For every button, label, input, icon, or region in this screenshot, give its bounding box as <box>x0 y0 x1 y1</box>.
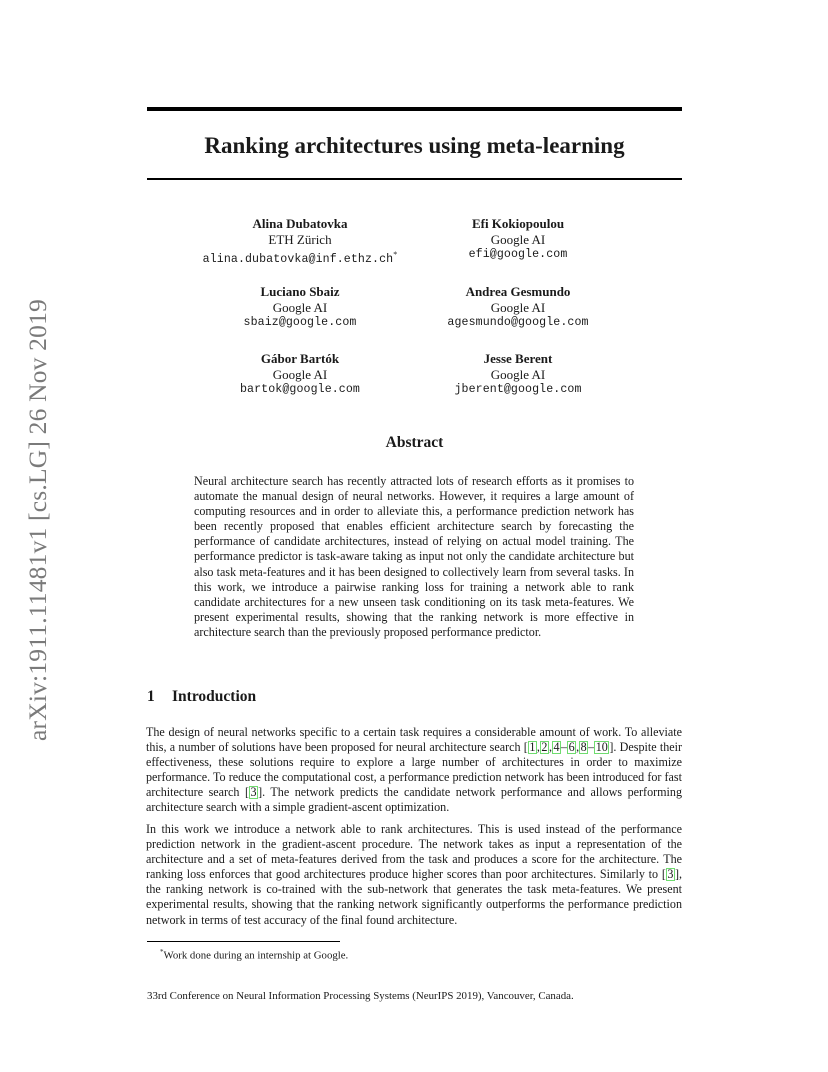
author-name: Efi Kokiopoulou <box>471 216 565 231</box>
footnote-text: Work done during an internship at Google. <box>163 949 349 962</box>
author-email: efi@google.com <box>468 248 568 261</box>
author-affiliation: Google AI <box>272 366 328 382</box>
author-block <box>180 284 420 331</box>
citation-link[interactable]: 10 <box>595 740 608 755</box>
citation-link[interactable]: 6 <box>568 740 575 755</box>
author-email: jberent@google.com <box>454 383 582 396</box>
conference-note: 33rd Conference on Neural Information Processing Systems (NeurIPS 2019), Vancouver, Canada. <box>147 990 574 1002</box>
intro-paragraph-2: In this work we introduce a network able to rank architectures. This is used instead of the performance prediction network in the gradient-ascent procedure. The network takes as input a representation of the architecture and a set of meta-features derived from the task and produces a score for the architecture. The ranking loss enforces that good architectures produce higher scores than poor architectures. Similarly to [ 3 ], the ranking network is co-trained with the sub-network that generates the task meta-features. We present experimental results, showing that the ranking network significantly outperforms the performance prediction network in terms of test accuracy of the final found architecture. <box>146 822 682 927</box>
citation-link[interactable]: 1 <box>529 740 536 755</box>
section-heading <box>147 688 256 706</box>
author-affiliation: ETH Zürich <box>268 231 332 247</box>
author-affiliation: Google AI <box>490 231 546 247</box>
author-email: bartok@google.com <box>240 383 360 396</box>
author-block <box>398 216 638 263</box>
author-name: Luciano Sbaiz <box>260 284 340 299</box>
footnote <box>160 946 348 963</box>
author-affiliation: Google AI <box>490 299 546 315</box>
author-block <box>398 351 638 398</box>
author-block <box>180 351 420 398</box>
citation-link[interactable]: 8 <box>580 740 587 755</box>
author-email: alina.dubatovka@inf.ethz.ch* <box>202 250 398 266</box>
abstract-heading: Abstract <box>385 434 444 451</box>
author-email: agesmundo@google.com <box>447 316 589 329</box>
intro-paragraph-1: The design of neural networks specific to a certain task requires a considerable amount of work. To alleviate this, a number of solutions have been proposed for neural architecture search [ 1 , 2 , 4 – 6 , 8 – 10 ]. Despite their effectiveness, these solutions require to explore a large number of architectures in order to maximize performance. To reduce the computational cost, a performance prediction network has been introduced for fast architecture search [ 3 ]. The network predicts the candidate network performance and allows performing architecture search with a simple gradient-ascent optimization. <box>146 725 683 815</box>
section-title: Introduction <box>172 688 257 705</box>
author-name: Jesse Berent <box>483 351 553 366</box>
citation-link[interactable]: 4 <box>553 740 560 755</box>
title-rule-bottom <box>147 178 682 180</box>
arxiv-stamp: arXiv:1911.11481v1 [cs.LG] 26 Nov 2019 <box>23 299 52 741</box>
footnote-mark: * <box>393 250 398 259</box>
author-affiliation: Google AI <box>272 299 328 315</box>
citation-link[interactable]: 3 <box>667 867 674 882</box>
author-email: sbaiz@google.com <box>243 316 357 329</box>
author-name: Andrea Gesmundo <box>465 284 571 299</box>
citation-link[interactable]: 3 <box>250 785 257 800</box>
footnote-mark: * <box>160 948 164 956</box>
author-affiliation: Google AI <box>490 366 546 382</box>
paper-title: Ranking architectures using meta-learning <box>204 133 625 158</box>
author-name: Alina Dubatovka <box>252 216 348 231</box>
section-number: 1 <box>147 688 155 705</box>
author-block <box>398 284 638 331</box>
abstract-text: Neural architecture search has recently attracted lots of research efforts as it promises to automate the manual design of neural networks. However, it requires a large amount of computing resources and in order to alleviate this, a performance prediction network has been recently proposed that enables efficient architecture search by forecasting the performance of candidate architectures, instead of relying on actual model training. The performance predictor is task-aware taking as input not only the candidate architecture but also task meta-features and it has been designed to collectively learn from several tasks. In this work, we introduce a pairwise ranking loss for training a network able to rank candidate architectures for a new unseen task conditioning on its task meta-features. We present experimental results, showing that the ranking network is more effective in architecture search than the previously proposed performance predictor. <box>194 474 634 639</box>
title-rule-top <box>147 107 682 111</box>
citation-link[interactable]: 2 <box>541 740 548 755</box>
author-block <box>180 216 420 267</box>
author-name: Gábor Bartók <box>260 351 340 366</box>
footnote-rule <box>147 941 340 942</box>
